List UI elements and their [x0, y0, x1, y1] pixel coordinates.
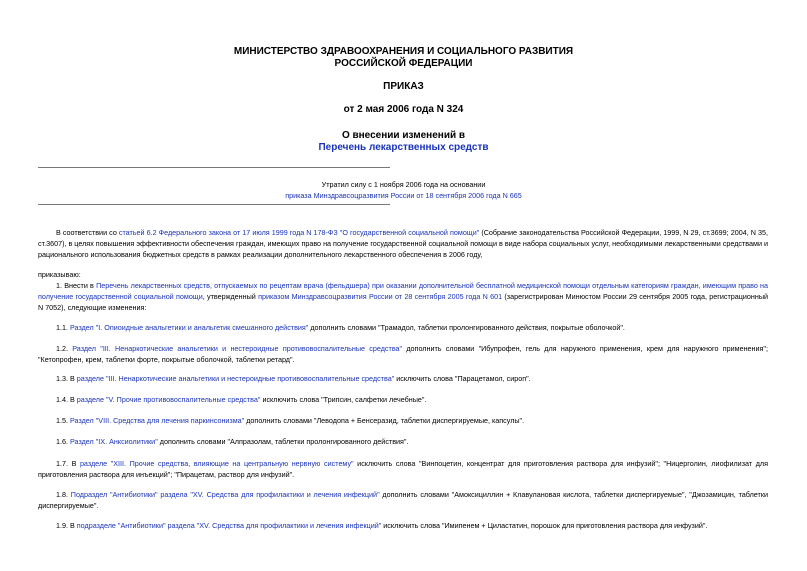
list-item: 1.3. В разделе "III. Ненаркотические анальгетики и нестероидные противовоспалительные средства" исключить слова "Парацетамол, сироп". — [56, 374, 531, 383]
ministry-title-line2: РОССИЙСКОЙ ФЕДЕРАЦИИ — [334, 58, 473, 69]
list-item: 1.7. В разделе "XIII. Прочие средства, влияющие на центральную нервную систему" исключить слова "Винпоцетин, концентрат для приготовления раствора для инфузий"; "Ницерголин, лиофилизат для приготовления раствора для инъекций"; "Пирацетам, раствор для инфузий". — [38, 459, 768, 479]
list-item: 1.8. Подраздел "Антибиотики" раздела "XV. Средства для профилактики и лечения инфекций" дополнить словами "Амоксициллин + Клавулановая кислота, таблетки диспергируемые", "Джозамицин, таблетки диспергируемые". — [38, 490, 768, 510]
order-601-link[interactable]: приказом Минздравсоцразвития России от 28 сентября 2005 года N 601 — [258, 292, 503, 301]
subsection-link[interactable]: Подраздел "Антибиотики" раздела "XV. Средства для профилактики и лечения инфекций" — [70, 490, 380, 499]
document-type: ПРИКАЗ — [383, 81, 424, 92]
list-item: 1. Внести в Перечень лекарственных средств, отпускаемых по рецептам врача (фельдшера) при оказании дополнительной бесплатной медицинской помощи отдельным категориям граждан, имеющим право на получение государственной социальной помощи, утвержденный приказом Минздравсоцразвития России от 28 сентября 2005 года N 601 (зарегистрирован Минюстом России 29 сентября 2005 года, регистрационный N 7052), следующие изменения: — [38, 281, 769, 312]
subject-line-2 — [0, 142, 807, 153]
law-link[interactable]: статьей 6.2 Федерального закона от 17 июля 1999 года N 178-ФЗ "О государственной социальной помощи" — [118, 228, 480, 237]
status-note-line2 — [0, 190, 807, 201]
divider-bottom — [38, 204, 390, 205]
section-link[interactable]: Раздел "IX. Анксиолитики" — [70, 437, 158, 446]
section-link[interactable]: разделе "III. Ненаркотические анальгетики и нестероидные противовоспалительные средства" — [76, 374, 395, 383]
order-word: приказываю: — [38, 270, 81, 279]
section-link[interactable]: разделе "V. Прочие противовоспалительные средства" — [76, 395, 261, 404]
list-item: 1.2. Раздел "III. Ненаркотические анальгетики и нестероидные противовоспалительные средства" дополнить словами "Ибупрофен, гель для наружного применения, крем для наружного применения"; "Кетопрофен, крем, таблетки форте, покрытые оболочкой, таблетки ретард". — [38, 344, 768, 364]
subject-link[interactable]: Перечень лекарственных средств — [318, 142, 489, 153]
drug-list-link[interactable]: Перечень лекарственных средств, отпускаемых по рецептам врача (фельдшера) при оказании дополнительной бесплатной медицинской помощи отдельным категориям граждан, имеющим право на получение государственной социальной помощи — [38, 281, 768, 301]
document-date: от 2 мая 2006 года N 324 — [343, 104, 464, 115]
section-link[interactable]: разделе "XIII. Прочие средства, влияющие на центральную нервную систему" — [79, 459, 354, 468]
list-item: 1.4. В разделе "V. Прочие противовоспалительные средства" исключить слова "Трипсин, салфетки лечебные". — [56, 395, 427, 404]
list-item: 1.5. Раздел "VIII. Средства для лечения паркинсонизма" дополнить словами "Леводопа + Бенсеразид, таблетки диспергируемые, капсулы". — [56, 416, 525, 425]
section-link[interactable]: Раздел "I. Опиоидные анальгетики и анальгетик смешанного действия" — [70, 323, 309, 332]
list-item: 1.9. В подразделе "Антибиотики" раздела "XV. Средства для профилактики и лечения инфекций" исключить слова "Имипенем + Циластатин, порошок для приготовления раствора для инфузий". — [56, 521, 708, 530]
list-item: 1.6. Раздел "IX. Анксиолитики" дополнить словами "Алпразолам, таблетки пролонгированного действия". — [56, 437, 409, 446]
preamble-paragraph: В соответствии со статьей 6.2 Федерального закона от 17 июля 1999 года N 178-ФЗ "О государственной социальной помощи" (Собрание законодательства Российской Федерации, 1999, N 29, ст.3699; 2004, N 35, ст.3607), в целях повышения эффективности обеспечения граждан, имеющих право на получение государственной социальной помощи в виде набора социальных услуг, необходимыми лекарственными средствами и рационального использования бюджетных средств в рамках реализации дополнительного лекарственного обеспечения в 2006 году, — [38, 228, 768, 259]
list-item: 1.1. Раздел "I. Опиоидные анальгетики и анальгетик смешанного действия" дополнить словами "Трамадол, таблетки пролонгированного действия, покрытые оболочкой". — [56, 323, 625, 332]
ministry-title-line1: МИНИСТЕРСТВО ЗДРАВООХРАНЕНИЯ И СОЦИАЛЬНОГО РАЗВИТИЯ — [233, 46, 574, 57]
divider-top — [38, 167, 390, 168]
repeal-order-link[interactable]: приказа Минздравсоцразвития России от 18 сентября 2006 года N 665 — [285, 191, 522, 200]
subsection-link[interactable]: подразделе "Антибиотики" раздела "XV. Средства для профилактики и лечения инфекций" — [76, 521, 382, 530]
status-note-line1: Утратил силу с 1 ноября 2006 года на основании — [321, 180, 486, 189]
section-link[interactable]: Раздел "III. Ненаркотические анальгетики и нестероидные противовоспалительные средства" — [72, 344, 403, 353]
subject-line: О внесении изменений в — [341, 130, 466, 141]
section-link[interactable]: Раздел "VIII. Средства для лечения паркинсонизма" — [70, 416, 245, 425]
